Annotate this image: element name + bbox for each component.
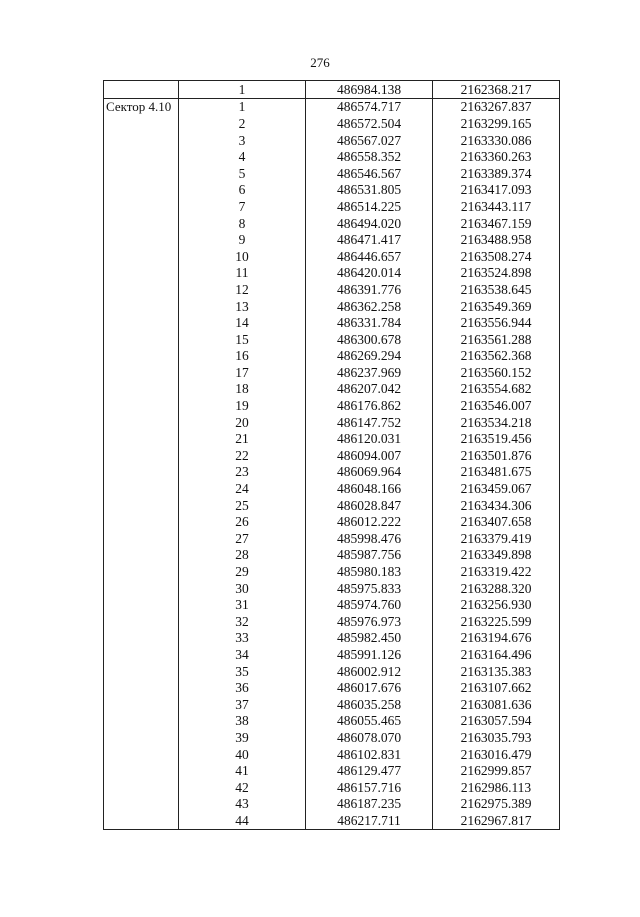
x-coordinate-cell: 486017.676 <box>306 679 433 696</box>
sector-cell <box>104 165 179 182</box>
point-number-cell: 31 <box>179 596 306 613</box>
sector-cell <box>104 596 179 613</box>
sector-cell <box>104 331 179 348</box>
table-row <box>104 198 560 215</box>
y-coordinate-cell: 2163107.662 <box>433 679 560 696</box>
sector-cell <box>104 646 179 663</box>
sector-cell <box>104 762 179 779</box>
sector-cell <box>104 613 179 630</box>
x-coordinate-cell: 486331.784 <box>306 314 433 331</box>
y-coordinate-cell: 2163267.837 <box>433 98 560 115</box>
table-row <box>104 364 560 381</box>
table-row <box>104 530 560 547</box>
point-number-cell: 27 <box>179 530 306 547</box>
y-coordinate-cell: 2163561.288 <box>433 331 560 348</box>
y-coordinate-cell: 2163319.422 <box>433 563 560 580</box>
x-coordinate-cell: 486129.477 <box>306 762 433 779</box>
point-number-cell: 32 <box>179 613 306 630</box>
sector-cell <box>104 779 179 796</box>
y-coordinate-cell: 2163407.658 <box>433 513 560 530</box>
y-coordinate-cell: 2163481.675 <box>433 464 560 481</box>
table-row <box>104 762 560 779</box>
table-row <box>104 98 560 115</box>
x-coordinate-cell: 486572.504 <box>306 115 433 132</box>
table-row <box>104 796 560 813</box>
table-row <box>104 397 560 414</box>
x-coordinate-cell: 486069.964 <box>306 464 433 481</box>
y-coordinate-cell: 2162999.857 <box>433 762 560 779</box>
point-number-cell: 5 <box>179 165 306 182</box>
point-number-cell: 19 <box>179 397 306 414</box>
x-coordinate-cell: 486078.070 <box>306 729 433 746</box>
x-coordinate-cell: 486494.020 <box>306 215 433 232</box>
y-coordinate-cell: 2163459.067 <box>433 480 560 497</box>
x-coordinate-cell: 486471.417 <box>306 231 433 248</box>
sector-cell <box>104 547 179 564</box>
coordinates-table <box>103 80 560 830</box>
y-coordinate-cell: 2163379.419 <box>433 530 560 547</box>
y-coordinate-cell: 2163360.263 <box>433 148 560 165</box>
x-coordinate-cell: 486187.235 <box>306 796 433 813</box>
point-number-cell: 20 <box>179 414 306 431</box>
y-coordinate-cell: 2163562.368 <box>433 348 560 365</box>
x-coordinate-cell: 486237.969 <box>306 364 433 381</box>
table-row <box>104 746 560 763</box>
x-coordinate-cell: 485987.756 <box>306 547 433 564</box>
table-row <box>104 314 560 331</box>
x-coordinate-cell: 486028.847 <box>306 497 433 514</box>
point-number-cell: 22 <box>179 447 306 464</box>
table-row <box>104 464 560 481</box>
x-coordinate-cell: 486157.716 <box>306 779 433 796</box>
sector-cell <box>104 464 179 481</box>
y-coordinate-cell: 2163135.383 <box>433 663 560 680</box>
point-number-cell: 26 <box>179 513 306 530</box>
y-coordinate-cell: 2163057.594 <box>433 713 560 730</box>
x-coordinate-cell: 485975.833 <box>306 580 433 597</box>
y-coordinate-cell: 2163488.958 <box>433 231 560 248</box>
y-coordinate-cell: 2162368.217 <box>433 81 560 99</box>
table-row <box>104 729 560 746</box>
sector-cell <box>104 148 179 165</box>
sector-cell: Сектор 4.10 <box>104 98 179 115</box>
point-number-cell: 8 <box>179 215 306 232</box>
y-coordinate-cell: 2163524.898 <box>433 265 560 282</box>
point-number-cell: 41 <box>179 762 306 779</box>
point-number-cell: 10 <box>179 248 306 265</box>
table-row <box>104 696 560 713</box>
table-row <box>104 513 560 530</box>
table-row <box>104 430 560 447</box>
y-coordinate-cell: 2162986.113 <box>433 779 560 796</box>
table-row <box>104 779 560 796</box>
y-coordinate-cell: 2163164.496 <box>433 646 560 663</box>
sector-cell <box>104 679 179 696</box>
x-coordinate-cell: 486055.465 <box>306 713 433 730</box>
sector-cell <box>104 513 179 530</box>
table-row <box>104 298 560 315</box>
point-number-cell: 1 <box>179 81 306 99</box>
x-coordinate-cell: 486420.014 <box>306 265 433 282</box>
y-coordinate-cell: 2163288.320 <box>433 580 560 597</box>
sector-cell <box>104 696 179 713</box>
y-coordinate-cell: 2163538.645 <box>433 281 560 298</box>
table-row <box>104 115 560 132</box>
page-number: 276 <box>310 55 330 70</box>
y-coordinate-cell: 2163299.165 <box>433 115 560 132</box>
sector-cell <box>104 265 179 282</box>
y-coordinate-cell: 2163546.007 <box>433 397 560 414</box>
sector-cell <box>104 215 179 232</box>
sector-cell <box>104 248 179 265</box>
x-coordinate-cell: 486176.862 <box>306 397 433 414</box>
sector-cell <box>104 132 179 149</box>
y-coordinate-cell: 2163519.456 <box>433 430 560 447</box>
point-number-cell: 7 <box>179 198 306 215</box>
y-coordinate-cell: 2163549.369 <box>433 298 560 315</box>
sector-cell <box>104 663 179 680</box>
y-coordinate-cell: 2163417.093 <box>433 182 560 199</box>
y-coordinate-cell: 2163508.274 <box>433 248 560 265</box>
y-coordinate-cell: 2163534.218 <box>433 414 560 431</box>
x-coordinate-cell: 486446.657 <box>306 248 433 265</box>
y-coordinate-cell: 2163556.944 <box>433 314 560 331</box>
table-row <box>104 132 560 149</box>
y-coordinate-cell: 2163194.676 <box>433 630 560 647</box>
y-coordinate-cell: 2162975.389 <box>433 796 560 813</box>
table-row <box>104 563 560 580</box>
sector-cell <box>104 364 179 381</box>
sector-cell <box>104 480 179 497</box>
sector-cell <box>104 182 179 199</box>
x-coordinate-cell: 486567.027 <box>306 132 433 149</box>
sector-cell <box>104 713 179 730</box>
table-row <box>104 646 560 663</box>
coordinates-table-body <box>104 81 560 830</box>
table-row <box>104 215 560 232</box>
table-row <box>104 679 560 696</box>
point-number-cell: 30 <box>179 580 306 597</box>
point-number-cell: 17 <box>179 364 306 381</box>
x-coordinate-cell: 486094.007 <box>306 447 433 464</box>
point-number-cell: 35 <box>179 663 306 680</box>
sector-cell <box>104 497 179 514</box>
table-row <box>104 81 560 99</box>
x-coordinate-cell: 486546.567 <box>306 165 433 182</box>
x-coordinate-cell: 486362.258 <box>306 298 433 315</box>
sector-cell <box>104 231 179 248</box>
y-coordinate-cell: 2163443.117 <box>433 198 560 215</box>
sector-cell <box>104 430 179 447</box>
table-row <box>104 480 560 497</box>
table-row <box>104 447 560 464</box>
point-number-cell: 15 <box>179 331 306 348</box>
x-coordinate-cell: 486102.831 <box>306 746 433 763</box>
y-coordinate-cell: 2163501.876 <box>433 447 560 464</box>
x-coordinate-cell: 486120.031 <box>306 430 433 447</box>
table-row <box>104 547 560 564</box>
table-row <box>104 613 560 630</box>
table-row <box>104 630 560 647</box>
point-number-cell: 16 <box>179 348 306 365</box>
point-number-cell: 39 <box>179 729 306 746</box>
table-row <box>104 281 560 298</box>
point-number-cell: 42 <box>179 779 306 796</box>
point-number-cell: 25 <box>179 497 306 514</box>
table-row <box>104 348 560 365</box>
point-number-cell: 36 <box>179 679 306 696</box>
point-number-cell: 18 <box>179 381 306 398</box>
table-row <box>104 182 560 199</box>
table-row <box>104 165 560 182</box>
x-coordinate-cell: 486002.912 <box>306 663 433 680</box>
table-row <box>104 596 560 613</box>
point-number-cell: 14 <box>179 314 306 331</box>
point-number-cell: 1 <box>179 98 306 115</box>
table-row <box>104 414 560 431</box>
point-number-cell: 13 <box>179 298 306 315</box>
table-row <box>104 265 560 282</box>
x-coordinate-cell: 486514.225 <box>306 198 433 215</box>
sector-cell <box>104 115 179 132</box>
point-number-cell: 44 <box>179 812 306 829</box>
point-number-cell: 40 <box>179 746 306 763</box>
sector-cell <box>104 381 179 398</box>
x-coordinate-cell: 486269.294 <box>306 348 433 365</box>
sector-cell <box>104 746 179 763</box>
x-coordinate-cell: 486300.678 <box>306 331 433 348</box>
sector-cell <box>104 563 179 580</box>
sector-cell <box>104 397 179 414</box>
y-coordinate-cell: 2163349.898 <box>433 547 560 564</box>
table-row <box>104 580 560 597</box>
x-coordinate-cell: 486984.138 <box>306 81 433 99</box>
point-number-cell: 29 <box>179 563 306 580</box>
point-number-cell: 11 <box>179 265 306 282</box>
table-row <box>104 497 560 514</box>
y-coordinate-cell: 2163016.479 <box>433 746 560 763</box>
x-coordinate-cell: 485982.450 <box>306 630 433 647</box>
y-coordinate-cell: 2163225.599 <box>433 613 560 630</box>
table-row <box>104 231 560 248</box>
x-coordinate-cell: 486217.711 <box>306 812 433 829</box>
table-row <box>104 148 560 165</box>
point-number-cell: 4 <box>179 148 306 165</box>
x-coordinate-cell: 486147.752 <box>306 414 433 431</box>
point-number-cell: 34 <box>179 646 306 663</box>
sector-cell <box>104 796 179 813</box>
point-number-cell: 21 <box>179 430 306 447</box>
x-coordinate-cell: 486012.222 <box>306 513 433 530</box>
y-coordinate-cell: 2163035.793 <box>433 729 560 746</box>
point-number-cell: 23 <box>179 464 306 481</box>
x-coordinate-cell: 486048.166 <box>306 480 433 497</box>
point-number-cell: 12 <box>179 281 306 298</box>
point-number-cell: 37 <box>179 696 306 713</box>
sector-cell <box>104 580 179 597</box>
x-coordinate-cell: 485980.183 <box>306 563 433 580</box>
x-coordinate-cell: 486574.717 <box>306 98 433 115</box>
sector-cell <box>104 630 179 647</box>
x-coordinate-cell: 485998.476 <box>306 530 433 547</box>
x-coordinate-cell: 485974.760 <box>306 596 433 613</box>
x-coordinate-cell: 486391.776 <box>306 281 433 298</box>
table-row <box>104 381 560 398</box>
y-coordinate-cell: 2163256.930 <box>433 596 560 613</box>
point-number-cell: 3 <box>179 132 306 149</box>
point-number-cell: 6 <box>179 182 306 199</box>
y-coordinate-cell: 2163434.306 <box>433 497 560 514</box>
sector-cell <box>104 447 179 464</box>
x-coordinate-cell: 486531.805 <box>306 182 433 199</box>
x-coordinate-cell: 486207.042 <box>306 381 433 398</box>
sector-cell <box>104 198 179 215</box>
sector-cell <box>104 298 179 315</box>
x-coordinate-cell: 486035.258 <box>306 696 433 713</box>
sector-cell <box>104 530 179 547</box>
x-coordinate-cell: 486558.352 <box>306 148 433 165</box>
table-row <box>104 331 560 348</box>
table-row <box>104 713 560 730</box>
y-coordinate-cell: 2163330.086 <box>433 132 560 149</box>
table-row <box>104 663 560 680</box>
sector-cell <box>104 281 179 298</box>
point-number-cell: 43 <box>179 796 306 813</box>
sector-cell <box>104 314 179 331</box>
sector-cell <box>104 414 179 431</box>
table-row <box>104 248 560 265</box>
sector-cell <box>104 729 179 746</box>
x-coordinate-cell: 485991.126 <box>306 646 433 663</box>
point-number-cell: 2 <box>179 115 306 132</box>
sector-cell <box>104 81 179 99</box>
y-coordinate-cell: 2163467.159 <box>433 215 560 232</box>
x-coordinate-cell: 485976.973 <box>306 613 433 630</box>
point-number-cell: 38 <box>179 713 306 730</box>
y-coordinate-cell: 2163554.682 <box>433 381 560 398</box>
y-coordinate-cell: 2163560.152 <box>433 364 560 381</box>
y-coordinate-cell: 2162967.817 <box>433 812 560 829</box>
point-number-cell: 9 <box>179 231 306 248</box>
y-coordinate-cell: 2163081.636 <box>433 696 560 713</box>
table-row <box>104 812 560 829</box>
point-number-cell: 24 <box>179 480 306 497</box>
y-coordinate-cell: 2163389.374 <box>433 165 560 182</box>
point-number-cell: 28 <box>179 547 306 564</box>
sector-cell <box>104 348 179 365</box>
point-number-cell: 33 <box>179 630 306 647</box>
sector-cell <box>104 812 179 829</box>
